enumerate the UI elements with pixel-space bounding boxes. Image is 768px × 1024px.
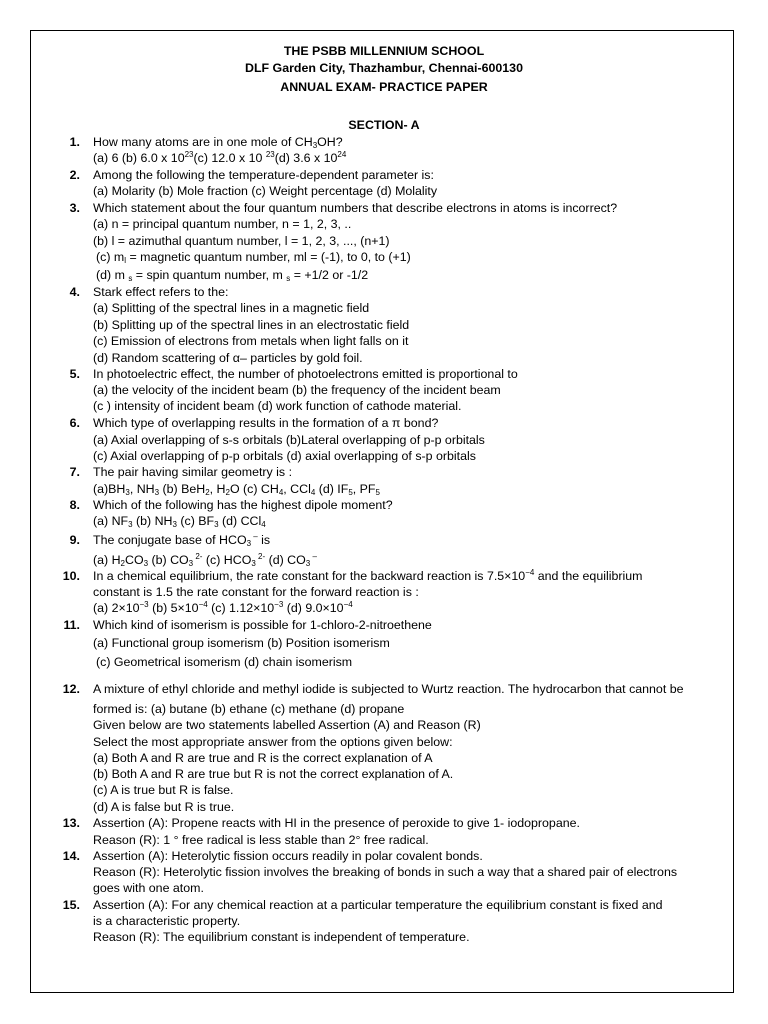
question-number: 9. (69, 533, 80, 547)
text-segment: The pair having similar geometry is : (93, 465, 293, 479)
superscript: −4 (343, 600, 353, 609)
option-line (93, 880, 204, 896)
text-segment: (b) NH (132, 514, 173, 528)
option-line (93, 150, 346, 166)
question-number: 7. (69, 465, 80, 479)
option-line (93, 183, 437, 199)
option-line (96, 267, 368, 283)
text-segment: , PF (352, 482, 376, 496)
subscript: 5 (375, 488, 380, 497)
text-segment: (c ) intensity of incident beam (d) work function of cathode material. (93, 399, 462, 413)
question-number: 12. (62, 682, 80, 696)
subscript: 3 (214, 520, 219, 529)
question-text (93, 897, 663, 913)
subscript: s (128, 274, 133, 283)
question-text (93, 681, 684, 697)
school-address: DLF Garden City, Thazhambur, Chennai-600130 (245, 61, 523, 75)
superscript: 24 (337, 150, 347, 159)
text-segment: (b) CO (148, 553, 189, 567)
text-segment: Stark effect refers to the: (93, 285, 229, 299)
option-line (93, 635, 390, 651)
option-line (93, 216, 351, 232)
subscript: 3 (312, 141, 318, 150)
superscript: −3 (274, 600, 284, 609)
subscript: 3 (154, 488, 160, 497)
option-line (93, 799, 234, 815)
text-segment: goes with one atom. (93, 881, 204, 895)
text-segment: (a) n = principal quantum number, n = 1, 2, 3, .. (93, 217, 352, 231)
text-segment: Reason (R): 1 ° free radical is less stable than 2° free radical. (93, 833, 429, 847)
question-number: 13. (62, 816, 80, 830)
option-line (93, 929, 470, 945)
text-segment: (d) IF (315, 482, 349, 496)
exam-title: ANNUAL EXAM- PRACTICE PAPER (280, 80, 488, 94)
text-segment: (a) Molarity (b) Mole fraction (c) Weight percentage (d) Molality (93, 184, 438, 198)
text-segment: (a) NF (93, 514, 129, 528)
text-segment: In photoelectric effect, the number of photoelectrons emitted is proportional to (93, 367, 518, 381)
option-line (93, 350, 363, 366)
option-line (93, 432, 485, 448)
option-line (93, 448, 476, 464)
question-text (93, 568, 642, 584)
question-number: 6. (69, 416, 80, 430)
subscript: 2 (205, 488, 210, 497)
option-line (93, 701, 404, 717)
question-number: 15. (62, 898, 80, 912)
option-line (93, 300, 369, 316)
text-segment: Which of the following has the highest dipole moment? (93, 498, 393, 512)
subscript: l (124, 256, 126, 265)
text-segment: (d) m (96, 268, 129, 282)
text-segment: Which type of overlapping results in the formation of a π bond? (93, 416, 439, 430)
superscript: – (251, 532, 258, 541)
text-segment: (d) 9.0×10 (283, 601, 344, 615)
option-line (93, 552, 317, 568)
text-segment: (c) BF (176, 514, 215, 528)
text-segment: (d) Random scattering of α– particles by gold foil. (93, 351, 363, 365)
option-line (93, 734, 453, 750)
question-number: 11. (63, 618, 80, 632)
option-line (96, 654, 352, 670)
option-line (93, 233, 390, 249)
text-segment: (c) 12.0 x 10 (193, 151, 266, 165)
option-line (93, 600, 353, 616)
text-segment: (b) BeH (159, 482, 206, 496)
text-segment: and the equilibrium (534, 569, 643, 583)
text-segment: (d) A is false but R is true. (93, 800, 235, 814)
subscript: 3 (188, 559, 194, 568)
subscript: 5 (348, 488, 353, 497)
option-line (93, 584, 419, 600)
text-segment: CO (125, 553, 144, 567)
text-segment: A mixture of ethyl chloride and methyl iodide is subjected to Wurtz reaction. The hydrocarbon that cannot be (93, 682, 684, 696)
text-segment: (a) 2×10 (93, 601, 140, 615)
text-segment: , H (209, 482, 226, 496)
question-number: 10. (62, 569, 80, 583)
text-segment: (b) Both A and R are true but R is not the correct explanation of A. (93, 767, 454, 781)
text-segment: (b) 5×10 (148, 601, 199, 615)
text-segment: (d) 3.6 x 10 (274, 151, 338, 165)
superscript: – (310, 552, 317, 561)
text-segment: (c) Axial overlapping of p-p orbitals (d) axial overlapping of s-p orbitals (93, 449, 476, 463)
text-segment: Select the most appropriate answer from the options given below: (93, 735, 453, 749)
option-line (93, 750, 433, 766)
text-segment: Reason (R): Heterolytic fission involves the breaking of bonds in such a way that a shared pair of electrons (93, 865, 678, 879)
text-segment: (c) Emission of electrons from metals when light falls on it (93, 334, 409, 348)
superscript: 23 (265, 150, 275, 159)
text-segment: (a) Both A and R are true and R is the correct explanation of A (93, 751, 433, 765)
superscript: −4 (525, 568, 535, 577)
option-line (93, 513, 266, 529)
option-line (93, 398, 461, 414)
question-text (93, 497, 393, 513)
option-line (93, 832, 429, 848)
subscript: 2 (225, 488, 230, 497)
question-text (93, 200, 617, 216)
question-text (93, 415, 438, 431)
question-text (93, 848, 483, 864)
question-number: 2. (69, 168, 80, 182)
question-number: 4. (69, 285, 80, 299)
text-segment: constant is 1.5 the rate constant for the forward reaction is : (93, 585, 419, 599)
text-segment: is (257, 533, 271, 547)
text-segment: (c) HCO (202, 553, 252, 567)
question-number: 8. (69, 498, 80, 512)
text-segment: (a) Axial overlapping of s-s orbitals (b)Lateral overlapping of p-p orbitals (93, 433, 485, 447)
option-line (93, 766, 453, 782)
question-text (93, 532, 270, 548)
text-segment: formed is: (a) butane (b) ethane (c) methane (d) propane (93, 702, 405, 716)
question-number: 5. (69, 367, 80, 381)
text-segment: (c) A is true but R is false. (93, 783, 234, 797)
option-line (93, 913, 240, 929)
text-segment: (a) Splitting of the spectral lines in a magnetic field (93, 301, 370, 315)
option-line (93, 864, 677, 880)
text-segment: (c) 1.12×10 (207, 601, 275, 615)
text-segment: (a) Functional group isomerism (b) Position isomerism (93, 636, 390, 650)
text-segment: O (c) CH (229, 482, 279, 496)
question-text (93, 167, 434, 183)
text-segment: , CCl (283, 482, 311, 496)
option-line (93, 481, 380, 497)
text-segment: Assertion (A): For any chemical reaction at a particular temperature the equilibrium constant is fixed and (93, 898, 663, 912)
superscript: −3 (139, 600, 149, 609)
text-segment: Among the following the temperature-dependent parameter is: (93, 168, 434, 182)
text-segment: Reason (R): The equilibrium constant is independent of temperature. (93, 930, 470, 944)
text-segment: (a)BH (93, 482, 126, 496)
text-segment: = spin quantum number, m (132, 268, 287, 282)
text-segment: Assertion (A): Heterolytic fission occurs readily in polar covalent bonds. (93, 849, 483, 863)
text-segment: Which kind of isomerism is possible for 1-chloro-2-nitroethene (93, 618, 432, 632)
subscript: 3 (305, 559, 311, 568)
superscript: 2- (255, 552, 266, 561)
school-name: THE PSBB MILLENNIUM SCHOOL (283, 44, 485, 58)
text-segment: (a) H (93, 553, 121, 567)
subscript: 3 (251, 559, 256, 568)
option-line (96, 249, 411, 265)
text-segment: Which statement about the four quantum numbers that describe electrons in atoms is incorrect? (93, 201, 618, 215)
text-segment: = magnetic quantum number, ml = (-1), to 0, to (+1) (126, 250, 411, 264)
text-segment: = +1/2 or -1/2 (290, 268, 369, 282)
text-segment: (b) l = azimuthal quantum number, l = 1, 2, 3, ..., (n+1) (93, 234, 390, 248)
subscript: 3 (128, 520, 133, 529)
text-segment: (b) Splitting up of the spectral lines in an electrostatic field (93, 318, 410, 332)
superscript: 2- (193, 552, 203, 561)
question-text (93, 366, 518, 382)
section-title: SECTION- A (348, 118, 420, 132)
text-segment: (d) CCl (218, 514, 262, 528)
option-line (93, 382, 501, 398)
text-segment: Given below are two statements labelled Assertion (A) and Reason (R) (93, 718, 481, 732)
text-segment: (d) CO (265, 553, 306, 567)
question-number: 1. (69, 135, 80, 149)
subscript: 3 (125, 488, 130, 497)
text-segment: (a) 6 (b) 6.0 x 10 (93, 151, 185, 165)
option-line (93, 782, 233, 798)
subscript: 4 (278, 488, 284, 497)
superscript: 23 (184, 150, 194, 159)
question-text (93, 464, 292, 480)
text-segment: (c) m (96, 250, 125, 264)
subscript: s (286, 274, 291, 283)
text-segment: How many atoms are in one mole of CH (93, 135, 313, 149)
subscript: 4 (310, 488, 316, 497)
text-segment: In a chemical equilibrium, the rate constant for the backward reaction is 7.5×10 (93, 569, 526, 583)
text-segment: , NH (129, 482, 155, 496)
subscript: 2 (120, 559, 125, 568)
option-line (93, 317, 409, 333)
question-number: 14. (62, 849, 80, 863)
text-segment: Assertion (A): Propene reacts with HI in the presence of peroxide to give 1- iodopropane. (93, 816, 580, 830)
question-text (93, 284, 228, 300)
text-segment: (a) the velocity of the incident beam (b) the frequency of the incident beam (93, 383, 501, 397)
superscript: −4 (198, 600, 208, 609)
question-text (93, 617, 432, 633)
text-segment: is a characteristic property. (93, 914, 241, 928)
question-number: 3. (69, 201, 80, 215)
question-text (93, 815, 580, 831)
text-segment: (c) Geometrical isomerism (d) chain isomerism (96, 655, 353, 669)
subscript: 3 (172, 520, 177, 529)
question-text (93, 134, 343, 150)
subscript: 3 (246, 539, 252, 548)
subscript: 3 (143, 559, 149, 568)
option-line (93, 333, 408, 349)
text-segment: The conjugate base of HCO (93, 533, 247, 547)
option-line (93, 717, 481, 733)
subscript: 4 (261, 520, 266, 529)
text-segment: OH? (317, 135, 343, 149)
